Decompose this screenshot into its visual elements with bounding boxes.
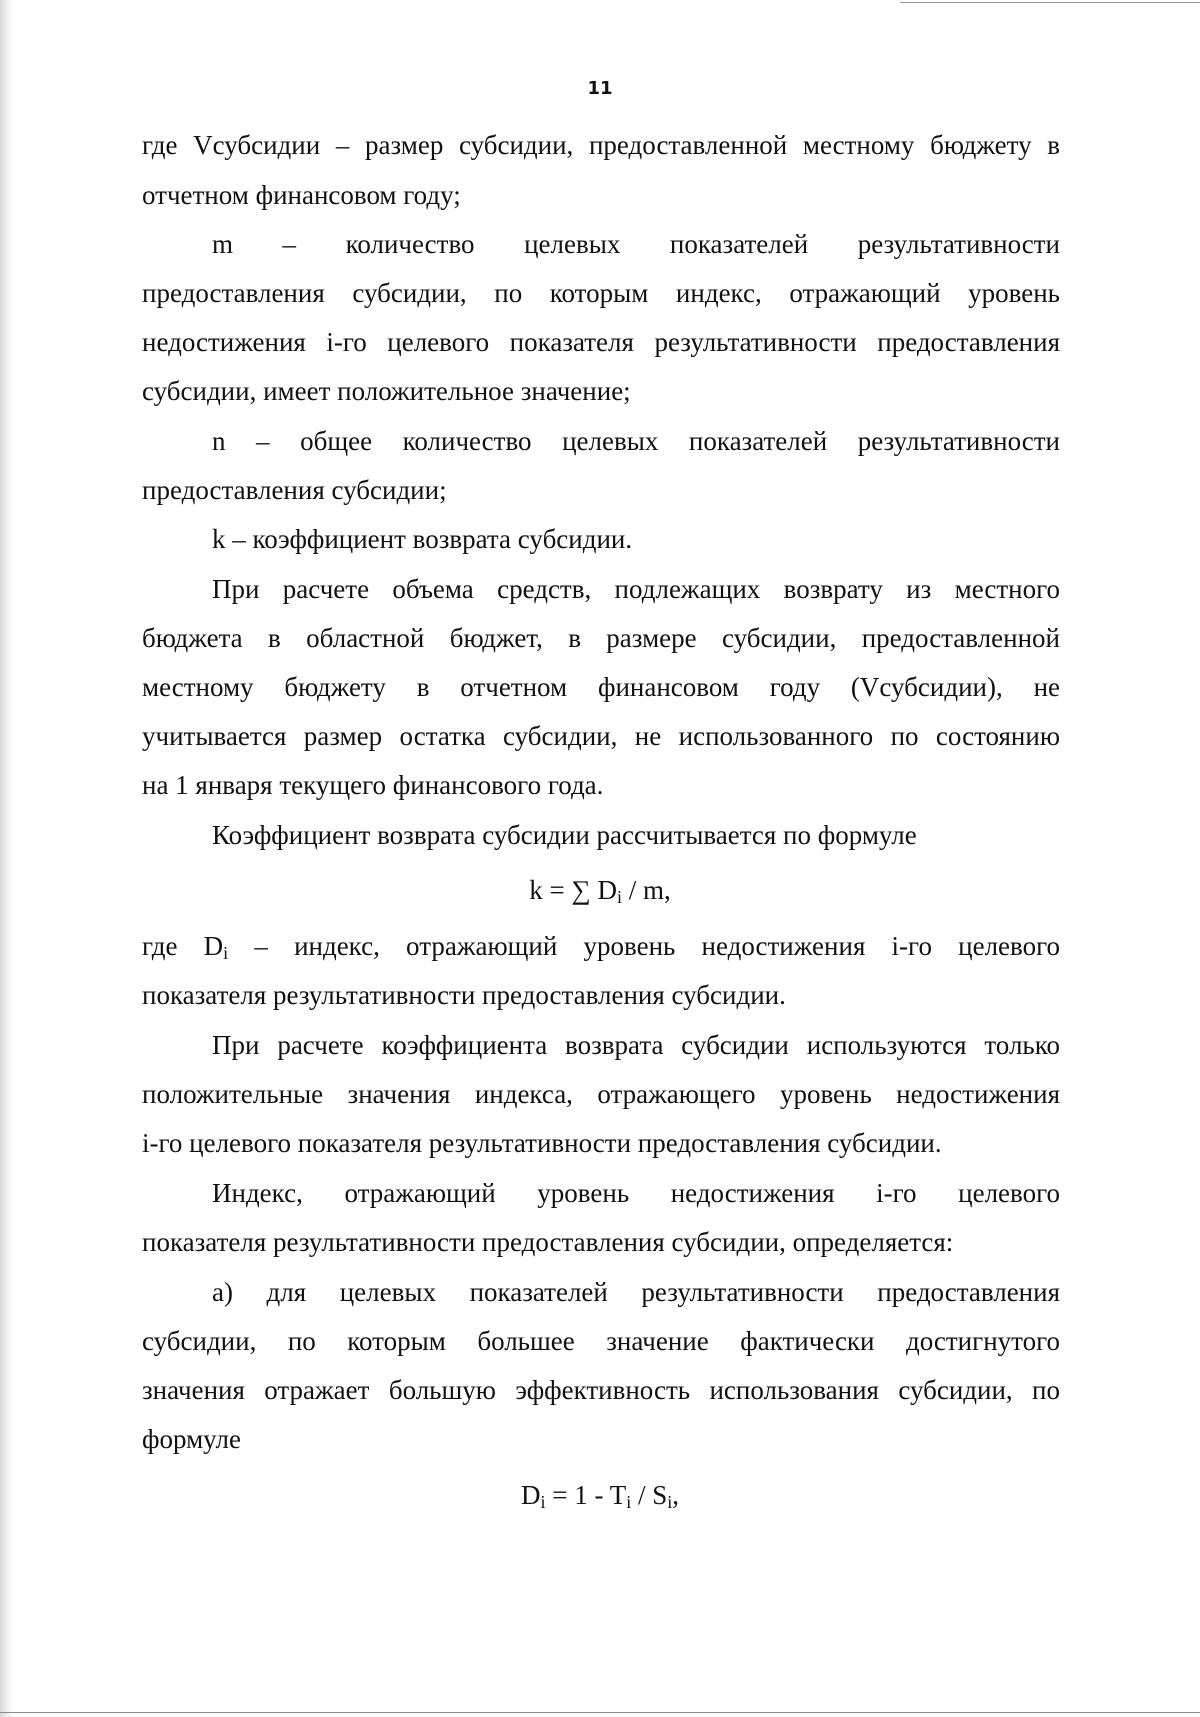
text-line: предоставления субсидии; bbox=[142, 475, 447, 505]
text-line: При расчете коэффициента возврата субсидии используются только bbox=[212, 1030, 1060, 1060]
text-line: субсидии, имеет положительное значение; bbox=[142, 376, 631, 406]
text-line: n – общее количество целевых показателей результативности bbox=[212, 426, 1060, 456]
formula-k: k = ∑ $D_i$ / m, bbox=[529, 875, 671, 907]
text-line: показателя результативности предоставления субсидии, определяется: bbox=[142, 1227, 954, 1257]
text-line: показателя результативности предоставления субсидии. bbox=[142, 980, 786, 1010]
text-line: отчетном финансовом году; bbox=[142, 180, 461, 210]
text-line: Коэффициент возврата субсидии рассчитывается по формуле bbox=[212, 820, 917, 850]
text-line: При расчете объема средств, подлежащих возврату из местного bbox=[212, 574, 1060, 604]
text-line: местному бюджету в отчетном финансовом году (Vсубсидии), не bbox=[142, 672, 1060, 702]
text-line: субсидии, по которым большее значение фактически достигнутого bbox=[142, 1326, 1060, 1356]
text-line: недостижения i-го целевого показателя результативности предоставления bbox=[142, 327, 1060, 357]
text-line: формуле bbox=[142, 1424, 241, 1454]
page-number: 11 bbox=[587, 78, 613, 99]
text-line: учитывается размер остатка субсидии, не использованного по состоянию bbox=[142, 721, 1060, 751]
text-line: предоставления субсидии, по которым индекс, отражающий уровень bbox=[142, 278, 1060, 308]
formula-d: $D_i = 1 - T_i / S_i$, bbox=[520, 1480, 680, 1512]
text-line: i-го целевого показателя результативности предоставления субсидии. bbox=[142, 1128, 942, 1158]
text-line: на 1 января текущего финансового года. bbox=[142, 770, 604, 800]
text-line-di-definition: где $D_i$ – индекс, отражающий уровень недостижения i-го целевого bbox=[142, 931, 1061, 963]
scan-edge-shadow bbox=[0, 0, 14, 1717]
text-line: положительные значения индекса, отражающего уровень недостижения bbox=[142, 1079, 1060, 1109]
scan-bottom-rule bbox=[0, 1712, 1200, 1713]
text-line: k – коэффициент возврата субсидии. bbox=[212, 524, 633, 554]
text-line: бюджета в областной бюджет, в размере субсидии, предоставленной bbox=[142, 623, 1060, 653]
text-line: значения отражает большую эффективность использования субсидии, по bbox=[142, 1375, 1060, 1405]
text-line: Индекс, отражающий уровень недостижения i-го целевого bbox=[212, 1178, 1060, 1208]
text-line: а) для целевых показателей результативности предоставления bbox=[212, 1277, 1060, 1307]
scan-top-rule bbox=[900, 2, 1200, 3]
text-line: где Vсубсидии – размер субсидии, предоставленной местному бюджету в bbox=[142, 130, 1060, 160]
text-line: m – количество целевых показателей результативности bbox=[212, 229, 1060, 259]
